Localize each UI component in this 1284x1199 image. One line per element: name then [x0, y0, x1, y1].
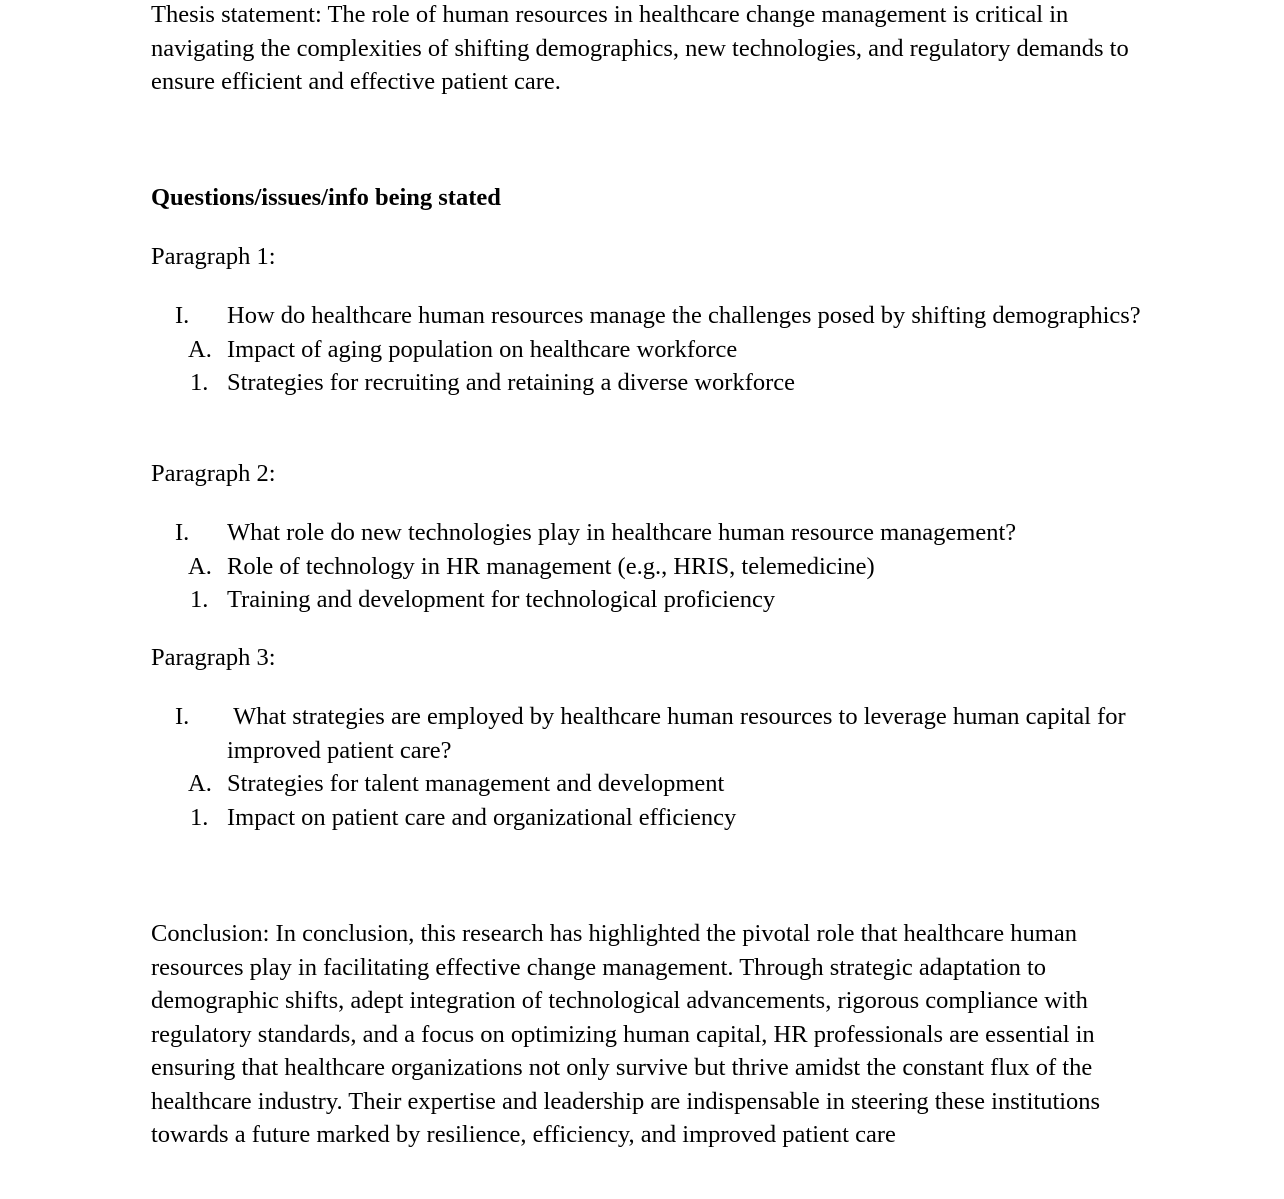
section-heading: Questions/issues/info being stated [151, 184, 501, 211]
outline-item-number [151, 366, 1141, 400]
outline-question: What strategies are employed by healthcare human resources to leverage human capital for improved patient care? [227, 703, 1132, 764]
list-marker: I. [175, 302, 190, 329]
outline-detail: Strategies for recruiting and retaining a diverse workforce [227, 369, 796, 396]
outline-item-letter [151, 550, 1141, 584]
paragraph-1-label: Paragraph 1: [151, 243, 276, 270]
outline-item-roman [151, 299, 1141, 333]
paragraph-3-outline [151, 700, 1141, 834]
outline-item-number [151, 583, 1141, 617]
list-marker: A. [188, 770, 212, 797]
outline-subpoint: Strategies for talent management and development [227, 770, 725, 797]
list-marker: 1. [190, 586, 209, 613]
outline-subpoint: Role of technology in HR management (e.g., HRIS, telemedicine) [227, 552, 875, 580]
outline-question: What role do new technologies play in healthcare human resource management? [227, 519, 1017, 546]
outline-item-number [151, 801, 1141, 835]
paragraph-2-label: Paragraph 2: [151, 460, 276, 487]
list-marker: 1. [190, 803, 209, 831]
thesis-statement: Thesis statement: The role of human resources in healthcare change management is critical in navigating the complexities of shifting demographics, new technologies, and regulatory demands to ensure efficient and effective patient care. [151, 1, 1129, 95]
outline-item-letter [151, 333, 1141, 367]
list-marker: A. [188, 552, 212, 580]
outline-detail: Training and development for technological proficiency [227, 586, 776, 613]
paragraph-3-label: Paragraph 3: [151, 644, 276, 671]
paragraph-1-outline [151, 299, 1141, 400]
outline-item-letter [151, 767, 1141, 801]
conclusion-paragraph: Conclusion: In conclusion, this research has highlighted the pivotal role that healthcare human resources play in facilitating effective change management. Through strategic adaptation to demographic shifts, adept integration of technological advancements, rigorous compliance with regulatory standards, and a focus on optimizing human capital, HR professionals are essential in ensuring that healthcare organizations not only survive but thrive amidst the constant flux of the healthcare industry. Their expertise and leadership are indispensable in steering these institutions towards a future marked by resilience, efficiency, and improved patient care [151, 920, 1101, 1148]
list-marker: I. [175, 703, 190, 730]
paragraph-2-outline [151, 516, 1141, 617]
list-marker: 1. [190, 369, 209, 396]
outline-item-roman [151, 516, 1141, 550]
outline-subpoint: Impact of aging population on healthcare workforce [227, 335, 738, 363]
outline-item-roman [151, 700, 1141, 767]
outline-question: How do healthcare human resources manage the challenges posed by shifting demographics? [227, 302, 1141, 329]
list-marker: A. [188, 335, 212, 363]
outline-detail: Impact on patient care and organizational efficiency [227, 803, 737, 831]
list-marker: I. [175, 519, 190, 546]
